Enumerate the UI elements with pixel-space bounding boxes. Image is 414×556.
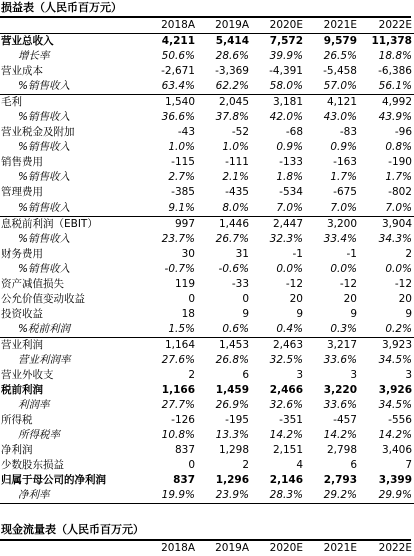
table-row [0, 185, 414, 200]
row-value: -43 [177, 126, 195, 139]
row-value: 3,406 [381, 444, 412, 457]
year-header: 2022E [357, 18, 414, 34]
row-value: 4,121 [326, 96, 357, 109]
row-value: 7.0% [303, 201, 357, 217]
row-value: 20 [343, 292, 357, 305]
row-value: 56.1% [357, 79, 414, 95]
row-value: 0 [188, 292, 195, 305]
row-value: 28.3% [249, 488, 303, 504]
table-row [0, 232, 414, 247]
row-value: -351 [279, 414, 303, 427]
row-value: 3,926 [378, 384, 412, 397]
table-row [0, 216, 414, 232]
row-value: 39.9% [269, 50, 303, 63]
row-value: 2 [242, 459, 249, 472]
row-value: -195 [225, 414, 249, 427]
row-value: 34.5% [378, 354, 412, 366]
row-value: 2,045 [218, 96, 249, 109]
table-row [0, 140, 414, 155]
row-value: 0.4% [249, 322, 303, 338]
row-value: 20 [289, 292, 303, 305]
row-value: 32.5% [269, 354, 303, 366]
row-value: 0.6% [195, 322, 249, 338]
row-value: 1,166 [161, 384, 195, 397]
table-row [0, 413, 414, 428]
row-value: 8.0% [195, 201, 249, 217]
row-label: %销售收入 [18, 141, 70, 154]
row-value: 36.6% [161, 111, 195, 124]
row-value: 0 [242, 292, 249, 305]
row-value: 0.8% [385, 141, 412, 154]
row-value: 2 [188, 369, 195, 382]
row-value: -385 [171, 186, 195, 199]
row-value: 43.9% [378, 111, 412, 124]
header-blank [0, 18, 141, 34]
row-value: 997 [174, 217, 195, 230]
row-value: -12 [339, 277, 357, 290]
row-value: 1.5% [141, 322, 195, 338]
row-value: 0.0% [385, 262, 412, 275]
row-value: 1,453 [218, 338, 249, 351]
row-value: -163 [333, 156, 357, 169]
table-row [0, 353, 414, 368]
row-value: -52 [231, 126, 249, 139]
table-row [0, 368, 414, 383]
row-value: 0 [188, 459, 195, 472]
row-value: 29.2% [303, 488, 357, 504]
row-value: 26.9% [215, 399, 249, 412]
row-label: 营业成本 [1, 65, 43, 78]
row-label: 净利润 [1, 444, 33, 457]
table-row [0, 458, 414, 473]
row-value: 6 [242, 369, 249, 382]
row-value: 13.3% [215, 429, 249, 442]
row-value: 10.8% [161, 429, 195, 442]
row-label: %销售收入 [18, 262, 70, 275]
row-value: 26.7% [215, 232, 249, 245]
table-row [0, 110, 414, 125]
row-value: 3 [296, 369, 303, 382]
row-value: 23.7% [161, 232, 195, 245]
row-value: -435 [225, 186, 249, 199]
row-value: 33.4% [323, 232, 357, 245]
row-value: 32.3% [269, 232, 303, 245]
row-label: %销售收入 [18, 171, 70, 184]
row-value: 34.3% [378, 232, 412, 245]
row-value: 7.0% [249, 201, 303, 217]
table-row [0, 262, 414, 277]
row-value: -115 [171, 156, 195, 169]
row-value: 26.8% [215, 354, 249, 366]
row-value: 14.2% [378, 429, 412, 442]
row-value: 7 [405, 459, 412, 472]
row-value: 6 [350, 459, 357, 472]
row-value: 2,793 [323, 474, 357, 487]
table-row [0, 337, 414, 353]
row-value: -111 [225, 156, 249, 169]
row-value: 5,414 [215, 35, 249, 48]
table-row [0, 79, 414, 95]
row-value: 14.2% [323, 429, 357, 442]
row-value: -12 [394, 277, 412, 290]
row-label: %税前利润 [0, 322, 141, 338]
header-blank [0, 541, 141, 556]
year-header: 2021E [323, 542, 357, 555]
row-value: -2,671 [161, 65, 195, 78]
year-header: 2019A [215, 542, 249, 555]
row-value: 30 [181, 247, 195, 260]
row-value: -3,369 [215, 65, 249, 78]
row-value: 18 [181, 307, 195, 320]
table-row [0, 49, 414, 64]
row-value: -457 [333, 414, 357, 427]
row-label: 销售费用 [1, 156, 43, 169]
row-value: 7.0% [357, 201, 414, 217]
row-value: 27.6% [161, 354, 195, 366]
row-value: -68 [285, 126, 303, 139]
row-label: 所得税 [1, 414, 33, 427]
row-value: -96 [394, 126, 412, 139]
row-label: %销售收入 [0, 79, 141, 95]
row-label: 增长率 [18, 50, 50, 63]
row-value: -534 [279, 186, 303, 199]
table-row [0, 473, 414, 488]
row-value: 28.6% [215, 50, 249, 63]
row-value: 62.2% [195, 79, 249, 95]
income-statement-title: 损益表（人民币百万元） [1, 1, 122, 14]
row-value: -5,458 [323, 65, 357, 78]
row-value: 18.8% [378, 50, 412, 63]
row-value: 0.3% [303, 322, 357, 338]
year-header: 2022E [378, 542, 412, 555]
row-value: -33 [231, 277, 249, 290]
row-value: 3,923 [381, 338, 412, 351]
table-row [0, 428, 414, 443]
row-value: 11,378 [371, 35, 412, 48]
row-value: -133 [279, 156, 303, 169]
row-value: 0.0% [330, 262, 357, 275]
row-label: %销售收入 [18, 232, 70, 245]
row-value: 31 [235, 247, 249, 260]
row-value: 3,904 [381, 217, 412, 230]
row-value: 1,296 [215, 474, 249, 487]
row-label: 毛利 [1, 96, 22, 109]
row-value: 14.2% [269, 429, 303, 442]
row-label: 归属于母公司的净利润 [1, 474, 106, 487]
row-value: 57.0% [303, 79, 357, 95]
year-header-row [0, 18, 414, 34]
row-value: -0.7% [164, 262, 195, 275]
row-label: %销售收入 [0, 201, 141, 217]
row-value: 33.6% [323, 399, 357, 412]
year-header: 2021E [303, 18, 357, 34]
row-label: %销售收入 [18, 111, 70, 124]
row-value: 3,399 [378, 474, 412, 487]
row-label: 营业外收支 [1, 369, 54, 382]
row-value: 1.7% [330, 171, 357, 184]
row-value: 1.8% [276, 171, 303, 184]
row-value: 0.9% [276, 141, 303, 154]
row-value: 9,579 [323, 35, 357, 48]
table-row [0, 125, 414, 140]
row-value: -1 [292, 247, 303, 260]
row-value: 7,572 [269, 35, 303, 48]
row-value: 1.7% [385, 171, 412, 184]
row-value: 37.8% [215, 111, 249, 124]
row-value: 3,220 [323, 384, 357, 397]
row-value: 58.0% [249, 79, 303, 95]
table-row [0, 247, 414, 262]
row-value: 50.6% [161, 50, 195, 63]
table-row [0, 383, 414, 398]
row-value: 3 [405, 369, 412, 382]
row-value: 1.0% [168, 141, 195, 154]
row-value: 9 [405, 307, 412, 320]
income-body [0, 34, 414, 504]
row-value: 9 [242, 307, 249, 320]
row-value: 2,146 [269, 474, 303, 487]
row-label: 公允价值变动收益 [1, 292, 85, 305]
cashflow-table [0, 541, 414, 556]
year-header: 2020E [249, 18, 303, 34]
row-value: 0.2% [357, 322, 414, 338]
row-value: 33.6% [323, 354, 357, 366]
row-value: 63.4% [141, 79, 195, 95]
table-row [0, 155, 414, 170]
table-row [0, 170, 414, 185]
table-row [0, 307, 414, 322]
row-label: 管理费用 [1, 186, 43, 199]
year-header: 2018A [161, 542, 195, 555]
table-row [0, 34, 414, 50]
row-label: 净利率 [0, 488, 141, 504]
row-value: -190 [388, 156, 412, 169]
row-value: 9 [350, 307, 357, 320]
row-value: 2.7% [168, 171, 195, 184]
row-value: 3,181 [272, 96, 303, 109]
row-label: 营业税金及附加 [1, 126, 75, 139]
row-value: 2 [405, 247, 412, 260]
table-row [0, 95, 414, 111]
row-value: -0.6% [218, 262, 249, 275]
row-label: 营业利润率 [18, 354, 71, 366]
table-row [0, 398, 414, 413]
row-value: 1.0% [222, 141, 249, 154]
row-value: -12 [285, 277, 303, 290]
row-value: 1,459 [215, 384, 249, 397]
row-value: 23.9% [195, 488, 249, 504]
row-value: 1,446 [218, 217, 249, 230]
row-value: 2,798 [326, 444, 357, 457]
row-value: -675 [333, 186, 357, 199]
row-label: 利润率 [18, 399, 50, 412]
year-header: 2020E [269, 542, 303, 555]
row-value: 4,211 [161, 35, 195, 48]
row-value: 27.7% [161, 399, 195, 412]
row-value: 837 [174, 444, 195, 457]
table-row [0, 277, 414, 292]
table-row [0, 201, 414, 217]
row-value: -802 [388, 186, 412, 199]
row-value: 2,466 [269, 384, 303, 397]
row-label: 少数股东损益 [1, 459, 64, 472]
row-value: 3,217 [326, 338, 357, 351]
row-value: -6,386 [378, 65, 412, 78]
row-label: 所得税率 [18, 429, 60, 442]
row-value: 1,298 [218, 444, 249, 457]
row-label: 财务费用 [1, 247, 43, 260]
row-value: 3 [350, 369, 357, 382]
row-value: 2,463 [272, 338, 303, 351]
table-row [0, 64, 414, 79]
row-label: 营业利润 [1, 338, 43, 351]
table-row [0, 488, 414, 504]
table-row [0, 443, 414, 458]
row-value: 3,200 [326, 217, 357, 230]
row-value: 0.0% [276, 262, 303, 275]
row-value: 26.5% [323, 50, 357, 63]
section-gap [0, 504, 411, 521]
row-value: 837 [173, 474, 195, 487]
row-value: 20 [398, 292, 412, 305]
table-row [0, 292, 414, 307]
row-value: 9.1% [141, 201, 195, 217]
row-value: -83 [339, 126, 357, 139]
row-label: 息税前利润（EBIT） [1, 217, 98, 230]
row-value: 1,164 [164, 338, 195, 351]
row-label: 税前利润 [1, 384, 43, 397]
row-value: -556 [388, 414, 412, 427]
row-value: -4,391 [269, 65, 303, 78]
cashflow-title: 现金流量表（人民币百万元） [1, 523, 144, 537]
row-value: 34.5% [378, 399, 412, 412]
row-value: 4,992 [381, 96, 412, 109]
row-label: 营业总收入 [1, 35, 54, 48]
row-value: 43.0% [323, 111, 357, 124]
row-value: 0.9% [330, 141, 357, 154]
row-value: 2,151 [272, 444, 303, 457]
row-value: -1 [346, 247, 357, 260]
row-value: 2,447 [272, 217, 303, 230]
table-row [0, 322, 414, 338]
row-value: 1,540 [164, 96, 195, 109]
row-value: 42.0% [269, 111, 303, 124]
row-value: 19.9% [141, 488, 195, 504]
row-value: 119 [174, 277, 195, 290]
row-value: 4 [296, 459, 303, 472]
row-value: 32.6% [269, 399, 303, 412]
cashflow-header-row [0, 541, 414, 556]
row-value: 29.9% [357, 488, 414, 504]
year-header: 2018A [141, 18, 195, 34]
row-value: 2.1% [222, 171, 249, 184]
year-header: 2019A [195, 18, 249, 34]
row-label: 资产减值损失 [1, 277, 64, 290]
row-value: -126 [171, 414, 195, 427]
row-label: 投资收益 [1, 307, 43, 320]
income-statement-table [0, 18, 414, 504]
row-value: 9 [296, 307, 303, 320]
